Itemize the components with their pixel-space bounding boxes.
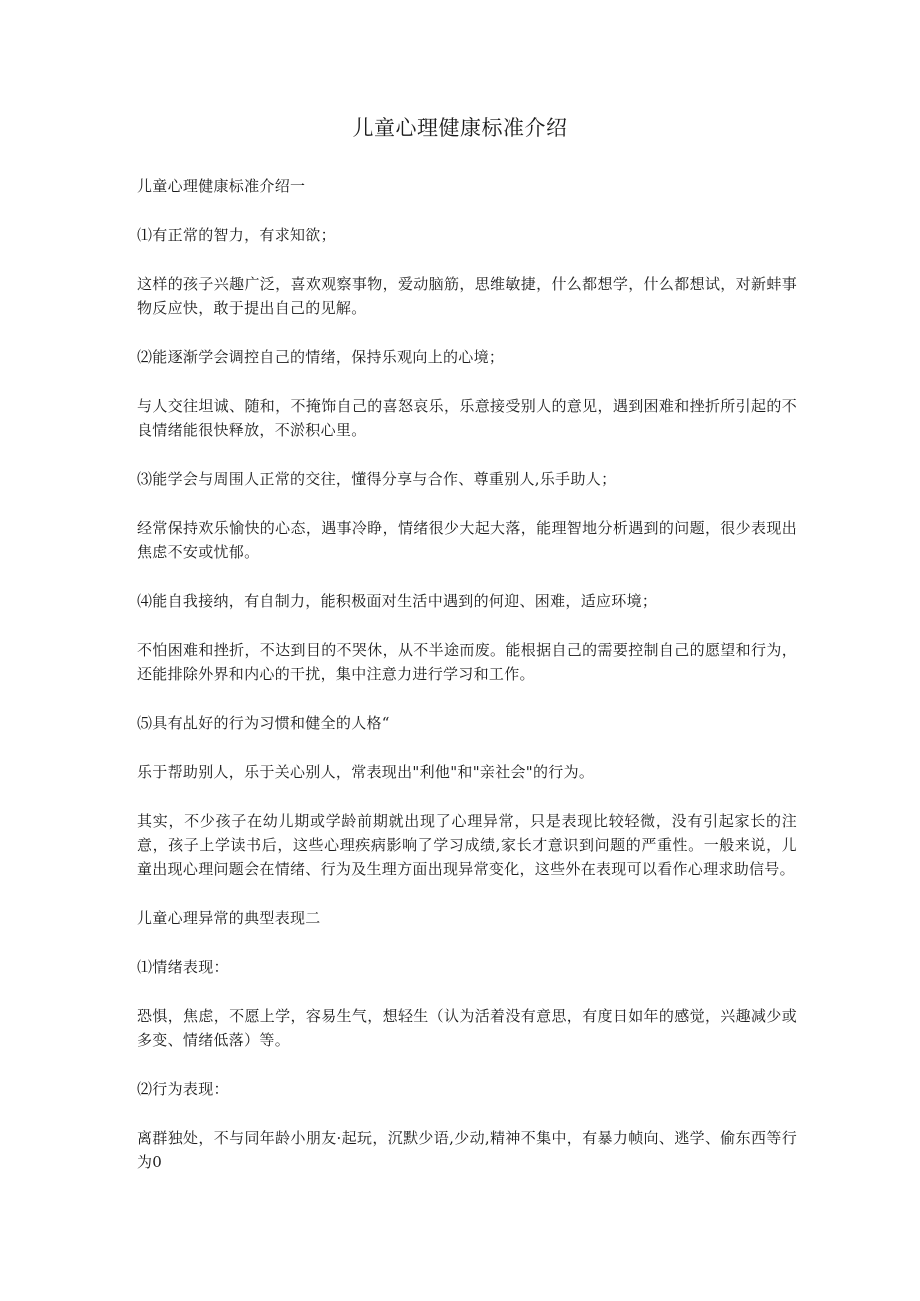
document-title: 儿童心理健康标准介绍 [352, 116, 568, 140]
paragraph: 其实，不少孩子在幼儿期或学龄前期就出现了心理异常，只是表现比较轻微，没有引起家长的注意，孩子上学读书后，这些心理疾病影响了学习成绩,家长才意识到问题的严重性。一般来说，儿童出现心理问题会在情绪、行为及生理方面出现异常变化，这些外在表现可以看作心理求助信号。 [137, 812, 797, 878]
paragraph: 不怕困难和挫折，不达到目的不哭休，从不半途而废。能根据自己的需要控制自己的愿望和行为，还能排除外界和内心的干扰，集中注意力进行学习和工作。 [137, 641, 797, 683]
paragraph: 这样的孩子兴趣广泛，喜欢观察事物，爱动脑筋，思维敏捷，什么都想学，什么都想试，对新蚌事物反应快，敢于提出自己的见解。 [137, 275, 797, 317]
paragraph: 与人交往坦诚、随和，不掩饰自己的喜怒哀乐，乐意接受别人的意见，遇到困难和挫折所引起的不良情绪能很快释放，不淤积心里。 [137, 397, 797, 439]
paragraph: 离群独处，不与同年龄小朋友·起玩，沉默少语,少动,精神不集中，有暴力帧向、逃学、偷东西等行为0 [137, 1129, 797, 1171]
list-item-heading: ⑷能自我接纳，有自制力，能积极面对生活中遇到的何迎、困难，适应环境； [137, 592, 658, 610]
paragraph: 恐惧，焦虑，不愿上学，容易生气，想轻生（认为活着没有意思，有度日如年的感觉，兴趣减少或多变、情绪低落）等。 [137, 1007, 797, 1049]
document-body [137, 174, 797, 1199]
list-item-heading: ⑴情绪表现： [137, 958, 229, 976]
paragraph: 乐于帮助别人，乐于关心别人，常表现出"利他"和"亲社会"的行为。 [137, 763, 595, 781]
list-item-heading: ⑴有正常的智力，有求知欲； [137, 226, 336, 244]
list-item-heading: ⑵能逐渐学会调控自己的情绪，保持乐观向上的心境； [137, 348, 505, 366]
section-heading-1: 儿童心理健康标准介绍一 [137, 177, 306, 195]
list-item-heading: ⑵行为表现： [137, 1080, 229, 1098]
list-item-heading: ⑸具有乩好的行为习惯和健全的人格“ [137, 714, 390, 732]
list-item-heading: ⑶能学会与周围人正常的交往，懂得分享与合作、尊重别人,乐手助人； [137, 470, 617, 488]
section-heading-2: 儿童心理异常的典型表现二 [137, 909, 321, 927]
paragraph: 经常保持欢乐愉快的心态，遇事冷睁，情绪很少大起大落，能理智地分析遇到的问题，很少表现出焦虑不安或忧郁。 [137, 519, 797, 561]
